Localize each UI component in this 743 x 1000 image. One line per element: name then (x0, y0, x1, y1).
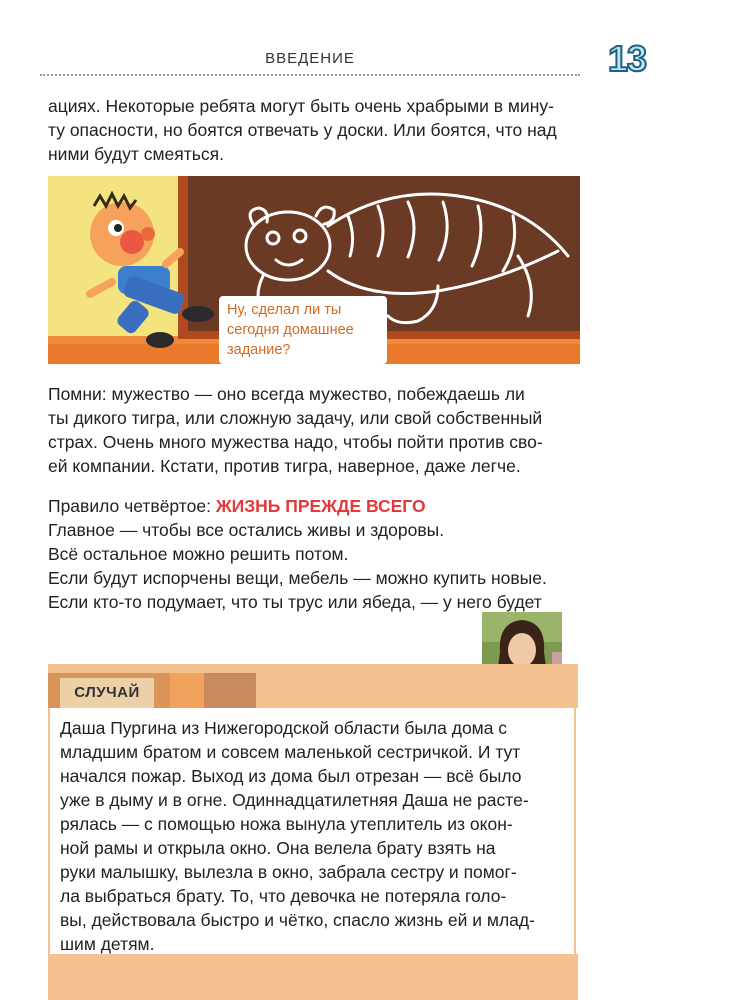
rule-prefix: Правило четвёртое: (48, 496, 211, 516)
text-line: Главное — чтобы все остались живы и здоровы. (48, 520, 445, 540)
text-line: младшим братом и совсем маленькой сестричкой. И тут (60, 742, 521, 762)
text-line: рялась — с помощью ножа вынула утеплитель из окон- (60, 814, 513, 834)
text-line: ной рамы и открыла окно. Она велела брату взять на (60, 838, 496, 858)
text-line: руки малышку, вылезла в окно, забрала сестру и помог- (60, 862, 517, 882)
text-line: Если кто-то подумает, что ты трус или ябеда, — у него будет (48, 592, 542, 612)
bubble-line: задание? (227, 342, 291, 358)
rule-heading (48, 494, 578, 518)
text-line: вы, действовала быстро и чётко, спасло жизнь ей и млад- (60, 910, 535, 930)
case-tab-accent (204, 673, 256, 708)
text-line: ту опасности, но боятся отвечать у доски. Или боятся, что над (48, 120, 557, 140)
bubble-line: сегодня домашнее (227, 322, 354, 338)
running-header (40, 50, 580, 76)
bubble-line: Ну, сделал ли ты (227, 302, 342, 318)
text-line: страх. Очень много мужества надо, чтобы пойти против сво- (48, 432, 543, 452)
header-dotted-rule (40, 74, 580, 76)
text-line: Помни: мужество — оно всегда мужество, побеждаешь ли (48, 384, 525, 404)
text-line: Даша Пургина из Нижегородской области была дома с (60, 718, 508, 738)
rule-title: ЖИЗНЬ ПРЕЖДЕ ВСЕГО (215, 496, 426, 516)
case-tab-accent (170, 673, 204, 708)
case-story (60, 716, 570, 956)
text-line: Всё остальное можно решить потом. (48, 544, 349, 564)
text-line: ей компании. Кстати, против тигра, наверное, даже легче. (48, 456, 521, 476)
text-line: уже в дыму и в огне. Одиннадцатилетняя Даша не расте- (60, 790, 529, 810)
section-title: ВВЕДЕНИЕ (265, 50, 355, 67)
page-number: 13 (608, 38, 647, 79)
text-line: Если будут испорчены вещи, мебель — можно купить новые. (48, 568, 547, 588)
text-line: шим детям. (60, 934, 155, 954)
text-line: ациях. Некоторые ребята могут быть очень храбрыми в мину- (48, 96, 554, 116)
speech-bubble (219, 296, 387, 364)
courage-paragraph (48, 382, 578, 478)
text-line: ты дикого тигра, или сложную задачу, или свой собственный (48, 408, 543, 428)
bottom-band (48, 954, 578, 1000)
rule-four (48, 494, 578, 614)
text-line: ними будут смеяться. (48, 144, 224, 164)
text-line: ла выбраться брату. То, что девочка не потеряла голо- (60, 886, 507, 906)
case-label: СЛУЧАЙ (60, 678, 154, 708)
intro-paragraph (48, 94, 578, 166)
text-line: начался пожар. Выход из дома был отрезан — всё было (60, 766, 522, 786)
